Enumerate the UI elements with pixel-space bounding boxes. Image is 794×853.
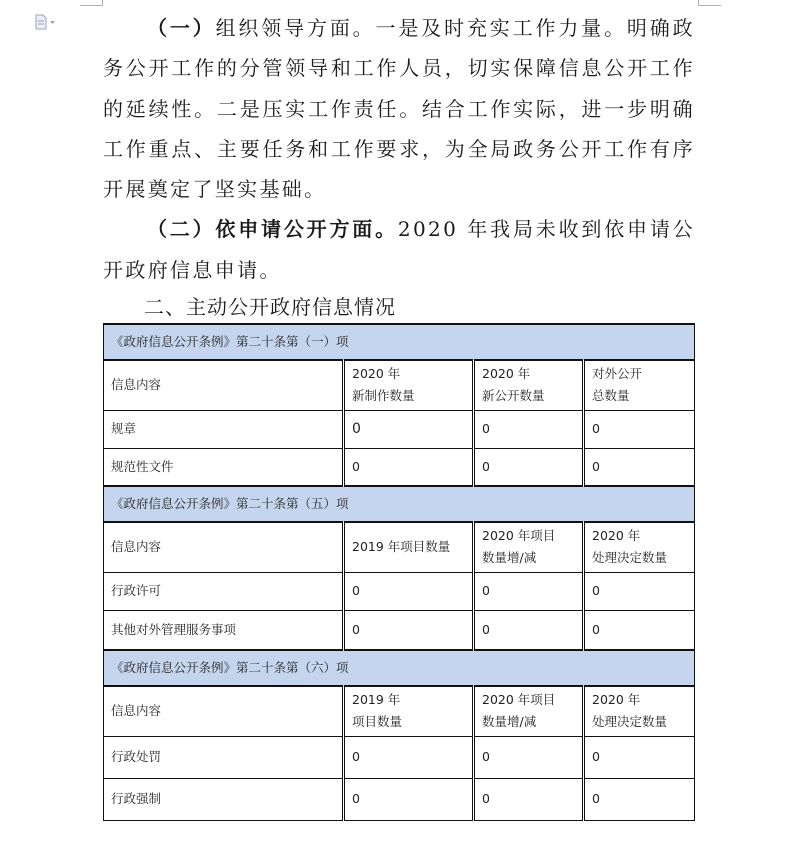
value-cell: 0 <box>474 736 584 778</box>
document-icon <box>34 14 56 32</box>
section-header-cell: 《政府信息公开条例》第二十条第（一）项 <box>104 324 695 360</box>
value-cell: 0 <box>344 448 474 486</box>
margin-mark <box>102 0 103 6</box>
margin-mark <box>80 5 102 6</box>
value-cell: 0 <box>344 778 474 820</box>
document-menu-icon[interactable] <box>34 14 56 32</box>
column-header-row <box>104 360 695 410</box>
column-header: 2020 年 处理决定数量 <box>584 522 695 572</box>
disclosure-table <box>103 323 695 821</box>
column-header: 2020 年 处理决定数量 <box>584 686 695 736</box>
value-cell: 0 <box>344 572 474 610</box>
value-cell: 0 <box>474 410 584 448</box>
value-cell: 0 <box>344 736 474 778</box>
column-header: 2020 年 新制作数量 <box>344 360 474 410</box>
column-header: 2020 年项目 数量增/减 <box>474 522 584 572</box>
value-cell: 0 <box>344 610 474 650</box>
section-title: 二、主动公开政府信息情况 <box>144 295 396 319</box>
value-cell: 0 <box>584 572 695 610</box>
table-row <box>104 448 695 486</box>
table-section-header <box>104 324 695 360</box>
value-cell: 0 <box>474 610 584 650</box>
column-header-row <box>104 522 695 572</box>
paragraph-text: 2020 年我局未收到依申请公开政府信息申请。 <box>103 217 695 282</box>
row-label: 规范性文件 <box>104 448 344 486</box>
row-label: 其他对外管理服务事项 <box>104 610 344 650</box>
column-header: 2019 年 项目数量 <box>344 686 474 736</box>
table-row <box>104 410 695 448</box>
column-header: 信息内容 <box>104 360 344 410</box>
paragraph-heading: （一） <box>147 16 216 40</box>
row-label: 规章 <box>104 410 344 448</box>
paragraph-application <box>103 209 695 290</box>
margin-mark <box>699 5 721 6</box>
value-cell: 0 <box>584 410 695 448</box>
table-section-header <box>104 486 695 522</box>
column-header: 对外公开 总数量 <box>584 360 695 410</box>
chevron-down-icon <box>50 21 55 24</box>
value-cell: 0 <box>344 410 474 448</box>
value-cell: 0 <box>474 572 584 610</box>
paragraph-organization <box>103 8 695 209</box>
table-row <box>104 778 695 820</box>
table-row <box>104 572 695 610</box>
value-cell: 0 <box>474 448 584 486</box>
document-body[interactable] <box>103 8 695 290</box>
value-cell: 0 <box>584 778 695 820</box>
column-header: 2020 年 新公开数量 <box>474 360 584 410</box>
value-cell: 0 <box>584 610 695 650</box>
column-header: 2020 年项目 数量增/减 <box>474 686 584 736</box>
paragraph-heading: （二）依申请公开方面。 <box>147 217 398 242</box>
paragraph-text: 组织领导方面。一是及时充实工作力量。明确政务公开工作的分管领导和工作人员，切实保障信息公开工作的延续性。二是压实工作责任。结合工作实际，进一步明确工作重点、主要任务和工作要求，为全局政务公开工作有序开展奠定了坚实基础。 <box>103 16 695 202</box>
value-cell: 0 <box>584 448 695 486</box>
section-header-cell: 《政府信息公开条例》第二十条第（五）项 <box>104 486 695 522</box>
value-cell: 0 <box>584 736 695 778</box>
row-label: 行政许可 <box>104 572 344 610</box>
section-header-cell: 《政府信息公开条例》第二十条第（六）项 <box>104 650 695 686</box>
column-header: 信息内容 <box>104 686 344 736</box>
row-label: 行政处罚 <box>104 736 344 778</box>
row-label: 行政强制 <box>104 778 344 820</box>
column-header-row <box>104 686 695 736</box>
table-row <box>104 610 695 650</box>
column-header: 2019 年项目数量 <box>344 522 474 572</box>
table-row <box>104 736 695 778</box>
table-section-header <box>104 650 695 686</box>
column-header: 信息内容 <box>104 522 344 572</box>
value-cell: 0 <box>474 778 584 820</box>
